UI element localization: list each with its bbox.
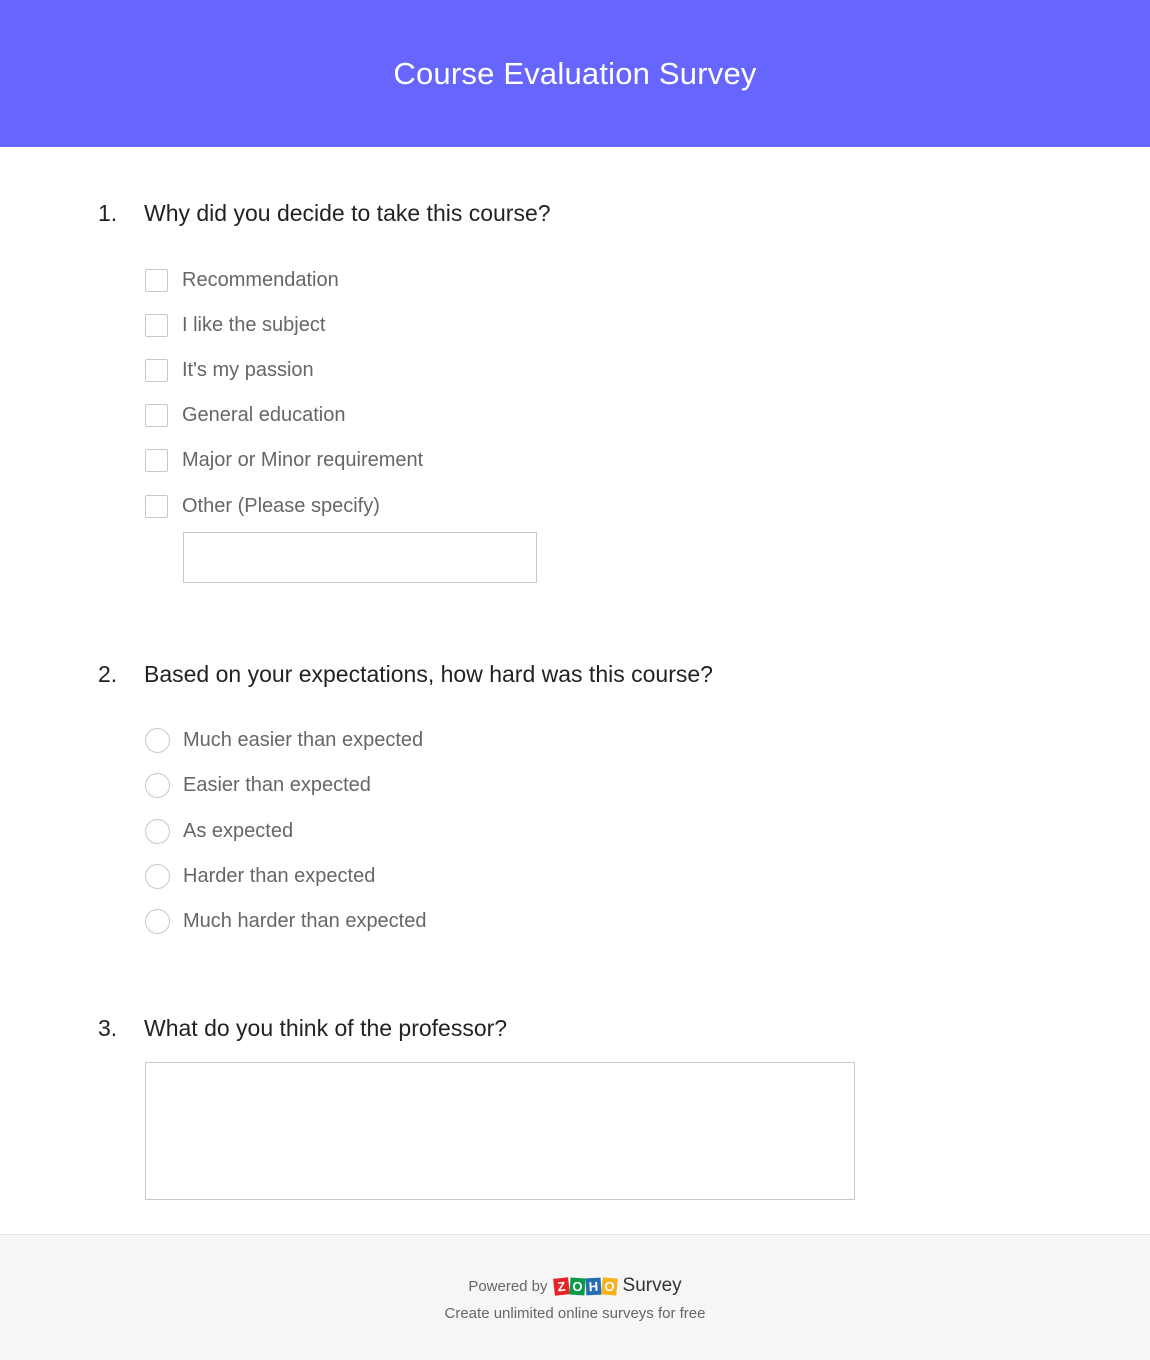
radio-option-much-easier[interactable] bbox=[145, 727, 423, 753]
survey-header bbox=[0, 0, 1150, 147]
checkbox-option-recommendation[interactable] bbox=[145, 267, 339, 293]
option-label: Harder than expected bbox=[183, 864, 376, 887]
survey-brand-text: Survey bbox=[622, 1275, 682, 1296]
zoho-logo-letter: O bbox=[569, 1277, 585, 1295]
option-label: Recommendation bbox=[182, 268, 339, 291]
checkbox-option-general-education[interactable] bbox=[145, 402, 345, 428]
question-number: 1. bbox=[98, 200, 118, 226]
option-label: Major or Minor requirement bbox=[182, 448, 424, 471]
checkbox[interactable] bbox=[145, 314, 168, 337]
question-number: 2. bbox=[98, 661, 118, 687]
option-label: I like the subject bbox=[182, 313, 326, 336]
radio-button[interactable] bbox=[145, 773, 170, 798]
radio-option-much-harder[interactable] bbox=[145, 908, 427, 934]
radio-option-harder[interactable] bbox=[145, 863, 375, 889]
question-1-title bbox=[98, 200, 551, 227]
checkbox-option-passion[interactable] bbox=[145, 357, 314, 383]
checkbox[interactable] bbox=[145, 359, 168, 382]
radio-option-as-expected[interactable] bbox=[145, 818, 293, 844]
radio-option-easier[interactable] bbox=[145, 772, 371, 798]
option-label: Much harder than expected bbox=[183, 909, 427, 932]
option-label: It's my passion bbox=[182, 358, 314, 381]
radio-button[interactable] bbox=[145, 728, 170, 753]
zoho-logo-letter: H bbox=[585, 1277, 601, 1295]
checkbox[interactable] bbox=[145, 449, 168, 472]
other-specify-input[interactable] bbox=[183, 532, 537, 583]
checkbox-option-major-minor[interactable] bbox=[145, 447, 423, 473]
radio-button[interactable] bbox=[145, 909, 170, 934]
zoho-logo-letter: Z bbox=[553, 1277, 570, 1295]
powered-by-row[interactable] bbox=[0, 1275, 1150, 1297]
radio-button[interactable] bbox=[145, 864, 170, 889]
question-2-title bbox=[98, 661, 713, 688]
checkbox-option-like-subject[interactable] bbox=[145, 312, 325, 338]
professor-comment-textarea[interactable] bbox=[145, 1062, 855, 1200]
question-number: 3. bbox=[98, 1015, 118, 1041]
question-text: What do you think of the professor? bbox=[144, 1015, 508, 1041]
checkbox[interactable] bbox=[145, 495, 168, 518]
footer bbox=[0, 1234, 1150, 1360]
footer-tagline[interactable]: Create unlimited online surveys for free bbox=[444, 1305, 706, 1322]
survey-title: Course Evaluation Survey bbox=[393, 55, 757, 91]
checkbox-option-other[interactable] bbox=[145, 493, 380, 519]
zoho-logo-letter: O bbox=[601, 1277, 617, 1295]
checkbox[interactable] bbox=[145, 404, 168, 427]
checkbox[interactable] bbox=[145, 269, 168, 292]
zoho-logo[interactable] bbox=[554, 1278, 618, 1295]
powered-by-text: Powered by bbox=[468, 1277, 548, 1295]
question-3-title bbox=[98, 1015, 507, 1042]
option-label: As expected bbox=[183, 819, 294, 842]
option-label: Easier than expected bbox=[183, 773, 371, 796]
option-label: Much easier than expected bbox=[183, 728, 424, 751]
option-label: Other (Please specify) bbox=[182, 494, 380, 517]
question-text: Why did you decide to take this course? bbox=[144, 200, 551, 226]
radio-button[interactable] bbox=[145, 819, 170, 844]
question-text: Based on your expectations, how hard was this course? bbox=[144, 661, 713, 687]
option-label: General education bbox=[182, 403, 346, 426]
